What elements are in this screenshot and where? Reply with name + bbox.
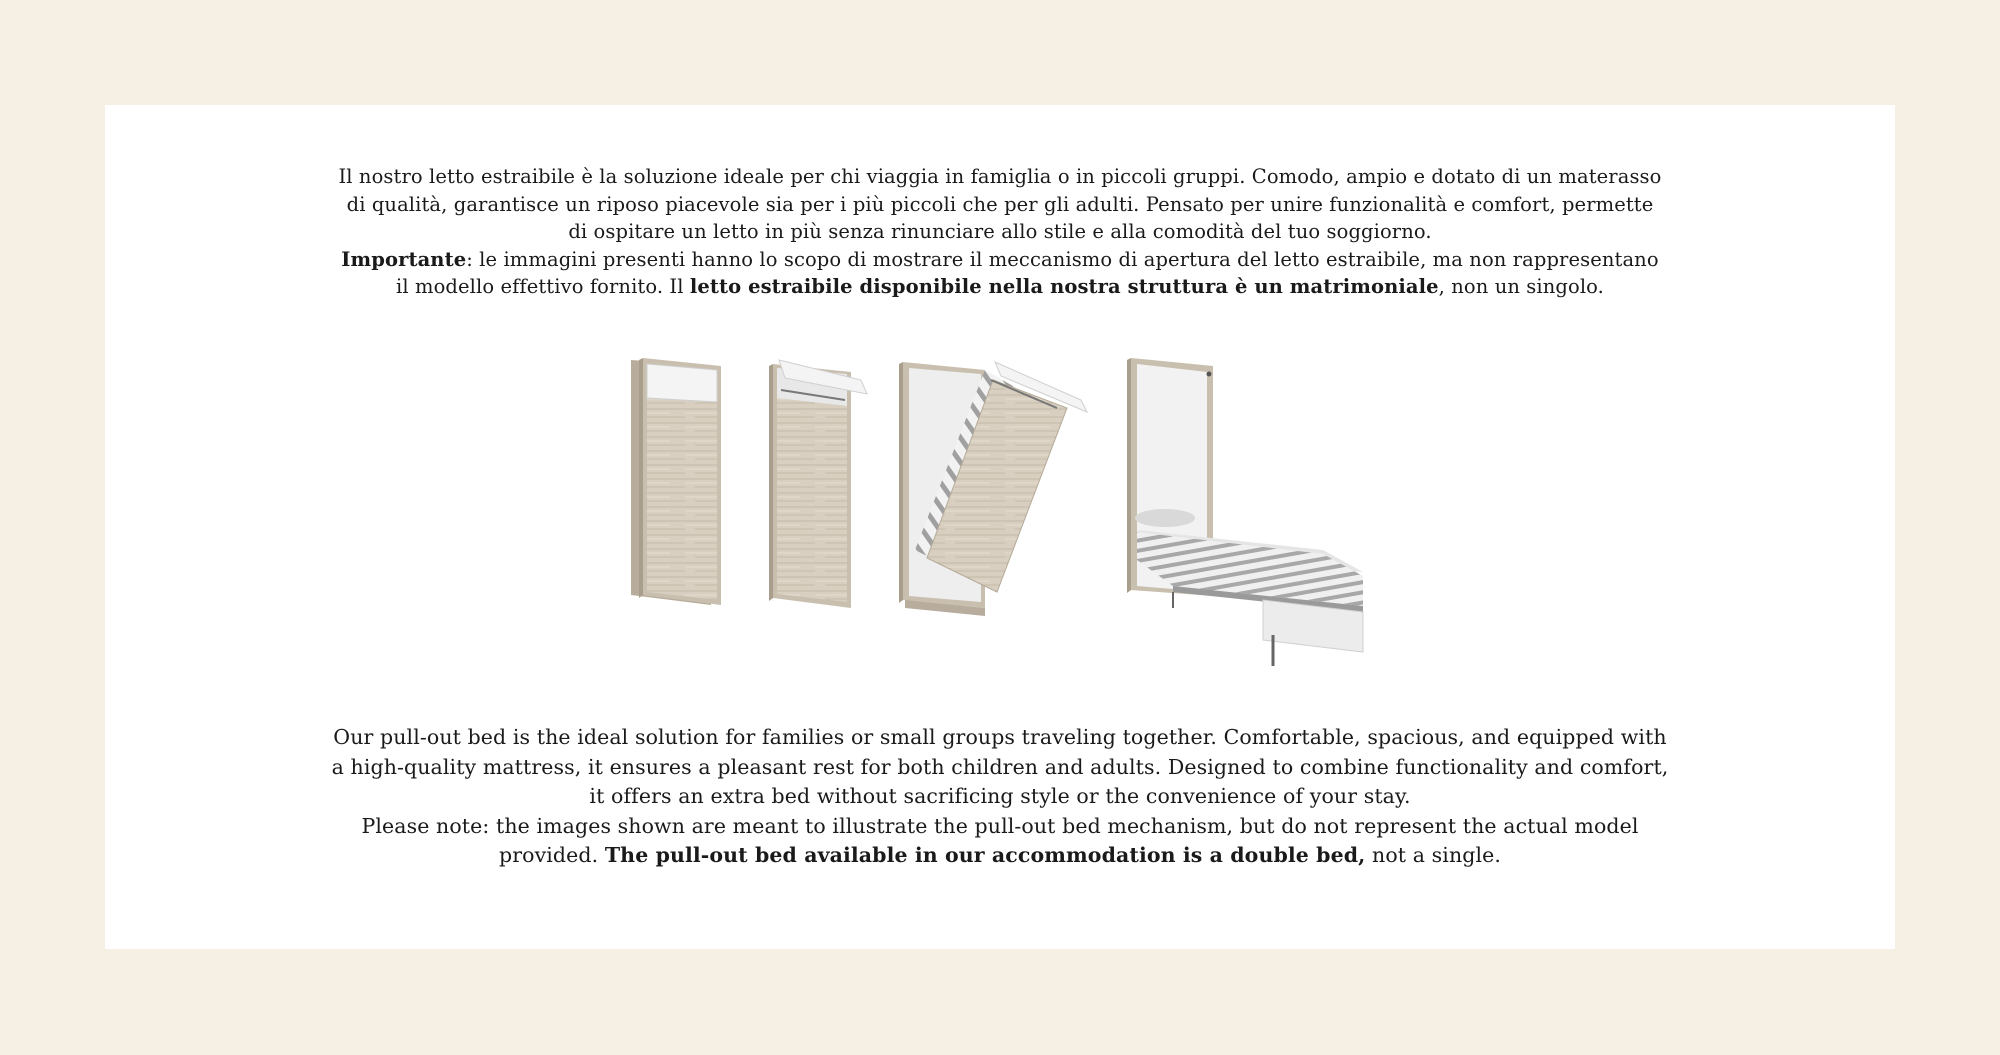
- english-description: [325, 723, 1675, 871]
- italian-note: [337, 246, 1663, 301]
- stage-flap-opening: [769, 360, 867, 608]
- stage-bed-tilting: [899, 362, 1087, 616]
- stage-closed-cabinet: [631, 358, 721, 605]
- italian-note-bold: letto estraibile disponibile nella nostra struttura è un matrimoniale: [689, 275, 1439, 298]
- english-note-bold: The pull-out bed available in our accommodation is a double bed,: [604, 843, 1366, 867]
- italian-note-label: Importante: [341, 247, 467, 271]
- english-note-text: Please note: the images shown are meant to illustrate the pull-out bed mechanism, but do not represent the actual model provided.: [361, 813, 1639, 867]
- italian-note-text: : le immagini presenti hanno lo scopo di mostrare il meccanismo di apertura del letto estraibile, ma non rappresentano il modello effettivo fornito. Il: [396, 247, 1659, 298]
- murphy-bed-sequence-illustration: [625, 350, 1405, 670]
- stage-bed-open: [1127, 358, 1363, 666]
- english-note: [325, 812, 1675, 871]
- english-note-end: not a single.: [1365, 843, 1501, 867]
- italian-paragraph: Il nostro letto estraibile è la soluzione ideale per chi viaggia in famiglia o in piccoli gruppi. Comodo, ampio e dotato di un materasso di qualità, garantisce un riposo piacevole sia per i più piccoli che per gli adulti. Pensato per unire funzionalità e comfort, permette di ospitare un letto in più senza rinunciare allo stile e alla comodità del tuo soggiorno.: [338, 165, 1662, 243]
- content-card: [105, 105, 1895, 949]
- italian-note-end: , non un singolo.: [1438, 275, 1604, 298]
- english-paragraph: Our pull-out bed is the ideal solution for families or small groups traveling together. Comfortable, spacious, and equipped with a high-quality mattress, it ensures a pleasant rest for both children and adults. Designed to combine functionality and comfort, it offers an extra bed without sacrificing style or the convenience of your stay.: [331, 725, 1669, 808]
- italian-description: [337, 163, 1663, 301]
